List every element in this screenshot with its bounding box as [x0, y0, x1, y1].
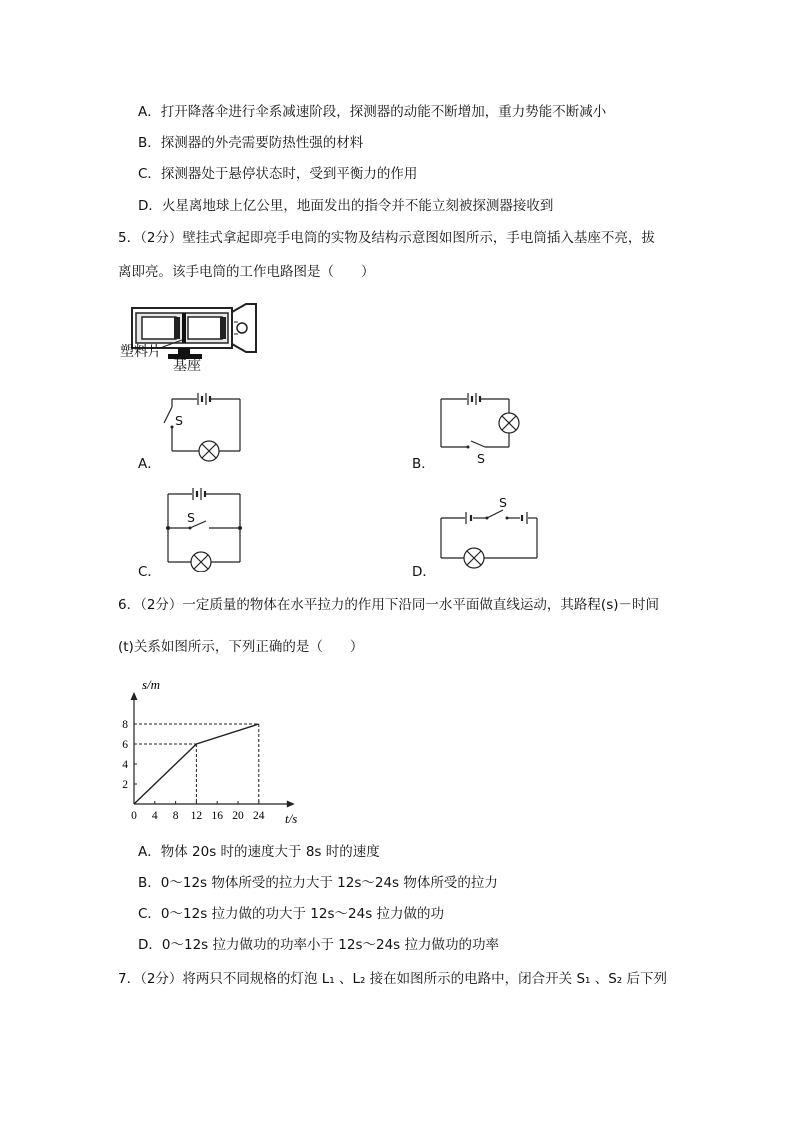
q4-option-b: B．探测器的外壳需要防热性强的材料 [138, 135, 364, 151]
q4-option-a: A．打开降落伞进行伞系减速阶段，探测器的动能不断增加，重力势能不断减小 [138, 104, 607, 120]
q6-stem-line1: 6．（2分）一定质量的物体在水平拉力的作用下沿同一水平面做直线运动，其路程(s)－时间 [118, 597, 659, 613]
chart-ticks [122, 719, 265, 822]
x-tick-label: 0 [131, 810, 137, 822]
q5-option-d: D． [412, 564, 436, 580]
y-tick-label: 2 [122, 779, 128, 791]
q6-option-d: D．0～12s 拉力做功的功率小于 12s～24s 拉力做功的功率 [138, 937, 499, 953]
circuit-b-switch-label: S [477, 451, 485, 466]
plastic-piece-label: 塑料片 [120, 344, 162, 360]
y-tick-label: 4 [122, 759, 128, 771]
q5-option-c: C． [138, 564, 161, 580]
q5-option-b: B． [412, 456, 435, 472]
q5-option-a: A． [138, 456, 161, 472]
q6-option-b: B．0～12s 物体所受的拉力大于 12s～24s 物体所受的拉力 [138, 875, 498, 891]
y-tick-label: 6 [122, 739, 128, 751]
base-label: 基座 [173, 358, 201, 374]
x-tick-label: 24 [253, 810, 265, 822]
circuit-a-diagram [160, 385, 250, 465]
q6-option-a: A．物体 20s 时的速度大于 8s 时的速度 [138, 844, 380, 860]
q6-stem-line2: (t)关系如图所示，下列正确的是（ ） [118, 639, 364, 655]
chart-guides [134, 724, 259, 804]
q5-stem-line1: 5．（2分）壁挂式拿起即亮手电筒的实物及结构示意图如图所示，手电筒插入基座不亮，拔 [118, 230, 655, 246]
circuit-d-diagram [435, 494, 545, 574]
x-tick-label: 12 [190, 810, 203, 822]
x-axis-arrow [287, 801, 295, 808]
y-axis-label: s/m [142, 677, 161, 692]
q6-option-c: C．0～12s 拉力做的功大于 12s～24s 拉力做的功 [138, 906, 445, 922]
circuit-c-switch-label: S [187, 510, 195, 525]
circuit-c-diagram [160, 482, 250, 572]
x-axis-label: t/s [285, 811, 298, 826]
circuit-a-switch-label: S [175, 413, 183, 428]
x-tick-label: 4 [151, 810, 158, 822]
q4-option-d: D．火星离地球上亿公里，地面发出的指令并不能立刻被探测器接收到 [138, 198, 554, 214]
x-tick-label: 8 [172, 810, 179, 822]
distance-time-graph [118, 675, 318, 830]
x-tick-label: 16 [211, 810, 223, 822]
chart-axes [131, 692, 295, 808]
y-axis-arrow [131, 692, 138, 700]
x-tick-label: 20 [232, 810, 244, 822]
q4-option-c: C．探测器处于悬停状态时，受到平衡力的作用 [138, 166, 418, 182]
y-tick-label: 8 [122, 719, 128, 731]
circuit-d-switch-label: S [499, 495, 507, 510]
q7-stem-line1: 7．（2分）将两只不同规格的灯泡 L₁ 、L₂ 接在如图所示的电路中，闭合开关 S₁ 、S₂ 后下列 [118, 971, 668, 987]
q5-stem-line2: 离即亮。该手电筒的工作电路图是（ ） [118, 264, 375, 280]
